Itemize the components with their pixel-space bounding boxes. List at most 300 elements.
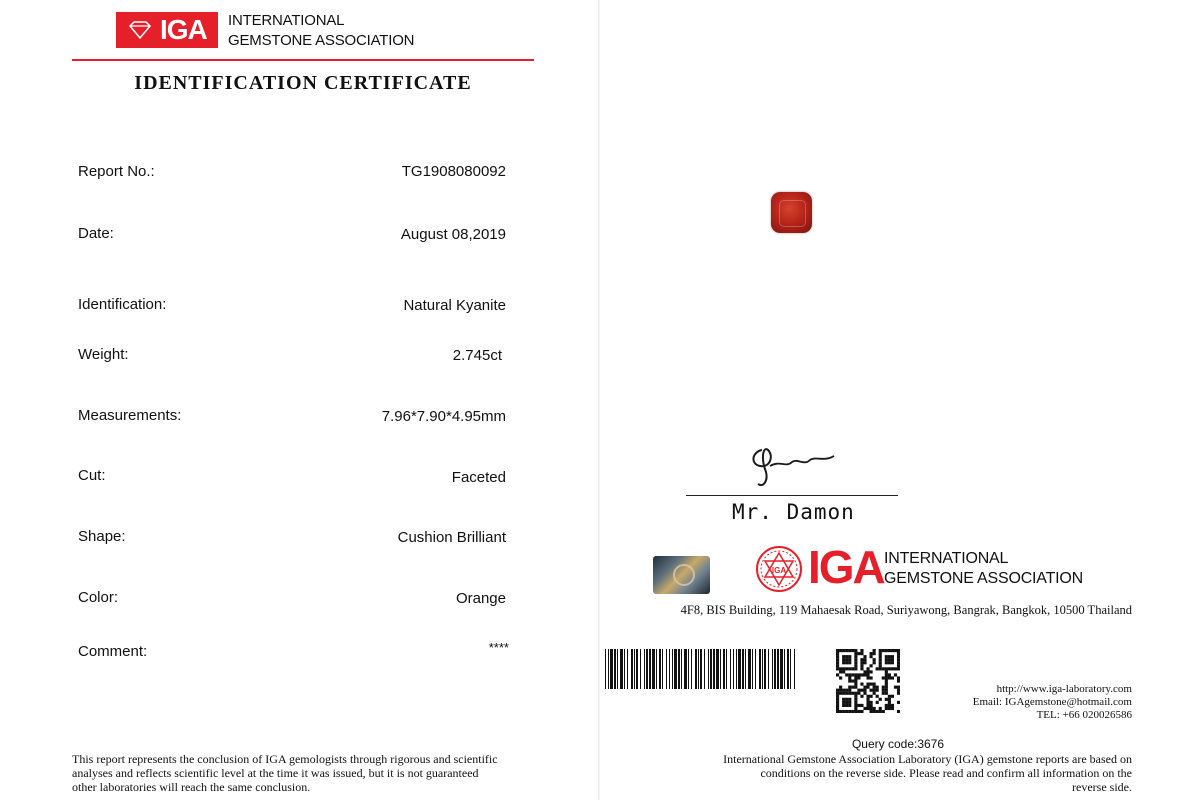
barcode-bar [742, 649, 744, 689]
qr-module [860, 664, 863, 667]
qr-module [888, 698, 891, 701]
qr-module [888, 704, 891, 707]
field-label-report-no: Report No.: [78, 163, 155, 180]
barcode-bar [605, 649, 606, 689]
qr-module [845, 655, 848, 658]
field-label-color: Color: [78, 589, 119, 606]
barcode-bar [627, 649, 628, 689]
barcode-bar [780, 649, 783, 689]
qr-module [891, 707, 894, 710]
barcode-bar [684, 649, 687, 689]
qr-module [860, 667, 863, 670]
reverse-side-note [660, 752, 1132, 794]
qr-module [857, 692, 860, 695]
qr-module [879, 664, 882, 667]
qr-module [860, 661, 863, 664]
qr-module [836, 667, 839, 670]
qr-module [854, 701, 857, 704]
disclaimer [72, 752, 552, 794]
qr-module [866, 707, 869, 710]
barcode-bar [634, 649, 635, 689]
qr-module [848, 689, 851, 692]
qr-module [873, 649, 876, 652]
qr-module [854, 683, 857, 686]
qr-module [888, 649, 891, 652]
qr-module [848, 692, 851, 695]
qr-module [860, 689, 863, 692]
barcode-bar [710, 649, 712, 689]
lab-address: 4F8, BIS Building, 119 Mahaesak Road, Suriyawong, Bangrak, Bangkok, 10500 Thailand [680, 603, 1132, 617]
barcode-bar [759, 649, 761, 689]
barcode-bar [726, 649, 727, 689]
qr-module [848, 701, 851, 704]
qr-module [879, 698, 882, 701]
qr-module [876, 686, 879, 689]
qr-module [854, 686, 857, 689]
qr-module [870, 695, 873, 698]
qr-module [854, 679, 857, 682]
gemstone-photo [771, 192, 812, 233]
barcode-bar [640, 649, 641, 689]
barcode-bar [774, 649, 776, 689]
qr-module [888, 701, 891, 704]
qr-module [894, 673, 897, 676]
phone-number: TEL: +66 020026586 [1036, 709, 1132, 721]
qr-module [897, 649, 900, 652]
barcode-bar [704, 649, 705, 689]
qr-module [863, 661, 866, 664]
qr-code [836, 649, 900, 713]
qr-module [845, 710, 848, 713]
qr-module [888, 707, 891, 710]
qr-module [845, 673, 848, 676]
qr-module [873, 692, 876, 695]
note-line: International Gemstone Association Laboratory (IGA) gemstone reports are based on [723, 752, 1132, 766]
barcode-bar [649, 649, 651, 689]
qr-module [891, 661, 894, 664]
note-line: reverse side. [1072, 780, 1132, 794]
barcode-bar [762, 649, 763, 689]
qr-module [854, 661, 857, 664]
qr-module [885, 704, 888, 707]
qr-module [860, 652, 863, 655]
logo-line2: GEMSTONE ASSOCIATION [228, 32, 415, 49]
qr-module [888, 695, 891, 698]
qr-module [842, 698, 845, 701]
qr-module [870, 655, 873, 658]
qr-module [879, 658, 882, 661]
qr-module [857, 673, 860, 676]
disclaimer-line: other laboratories will reach the same conclusion. [72, 780, 311, 794]
qr-module [863, 689, 866, 692]
qr-module [888, 676, 891, 679]
qr-module [863, 673, 866, 676]
barcode-bar [738, 649, 741, 689]
qr-module [854, 652, 857, 655]
qr-module [839, 692, 842, 695]
qr-module [891, 667, 894, 670]
barcode-bar [733, 649, 734, 689]
qr-module [836, 661, 839, 664]
qr-module [845, 658, 848, 661]
qr-module [842, 661, 845, 664]
qr-module [836, 658, 839, 661]
qr-module [885, 649, 888, 652]
qr-module [842, 701, 845, 704]
barcode-bar [764, 649, 766, 689]
barcode-bar [713, 649, 715, 689]
qr-module [839, 686, 842, 689]
qr-module [848, 686, 851, 689]
qr-module [870, 652, 873, 655]
qr-module [866, 695, 869, 698]
qr-module [894, 649, 897, 652]
qr-module [839, 710, 842, 713]
qr-module [854, 655, 857, 658]
barcode-bar [674, 649, 677, 689]
qr-module [842, 689, 845, 692]
barcode-bar [644, 649, 645, 689]
qr-module [879, 667, 882, 670]
qr-module [845, 701, 848, 704]
qr-module [848, 667, 851, 670]
logo-line1: INTERNATIONAL [228, 12, 345, 29]
qr-module [851, 710, 854, 713]
qr-module [854, 673, 857, 676]
qr-module [863, 670, 866, 673]
qr-module [845, 692, 848, 695]
qr-module [888, 655, 891, 658]
disclaimer-line: This report represents the conclusion of IGA gemologists through rigorous and scientific [72, 752, 498, 766]
qr-module [842, 704, 845, 707]
qr-module [857, 689, 860, 692]
barcode-bar [700, 649, 702, 689]
qr-module [854, 692, 857, 695]
qr-module [854, 649, 857, 652]
barcode-bar [656, 649, 657, 689]
barcode-bar [688, 649, 689, 689]
qr-module [854, 667, 857, 670]
barcode-bar [669, 649, 670, 689]
qr-module [860, 704, 863, 707]
contact-block [900, 683, 1132, 722]
logo-line2-right: GEMSTONE ASSOCIATION [884, 570, 1084, 587]
barcode-bar [772, 649, 773, 689]
qr-module [848, 661, 851, 664]
qr-module [851, 686, 854, 689]
qr-module [885, 670, 888, 673]
query-code: Query code:3676 [851, 737, 945, 751]
page-fold [598, 0, 600, 800]
qr-module [885, 683, 888, 686]
qr-module [866, 698, 869, 701]
qr-module [836, 704, 839, 707]
field-value-shape: Cushion Brilliant [397, 529, 506, 546]
qr-module [842, 710, 845, 713]
qr-module [854, 704, 857, 707]
qr-module [870, 689, 873, 692]
qr-module [866, 686, 869, 689]
qr-module [897, 667, 900, 670]
qr-module [854, 676, 857, 679]
qr-module [848, 676, 851, 679]
qr-module [876, 710, 879, 713]
qr-module [873, 686, 876, 689]
qr-module [894, 667, 897, 670]
qr-module [836, 707, 839, 710]
qr-module [839, 676, 842, 679]
seal-text: IGA [771, 566, 787, 575]
qr-module [879, 655, 882, 658]
signature [740, 438, 840, 490]
qr-module [836, 689, 839, 692]
qr-module [870, 683, 873, 686]
email-link[interactable]: Email: IGAgemstone@hotmail.com [972, 696, 1132, 708]
qr-module [860, 710, 863, 713]
qr-module [848, 710, 851, 713]
qr-module [851, 673, 854, 676]
qr-module [842, 667, 845, 670]
qr-module [842, 655, 845, 658]
qr-module [882, 710, 885, 713]
qr-module [848, 649, 851, 652]
qr-module [863, 686, 866, 689]
qr-module [866, 704, 869, 707]
hologram-sticker [653, 556, 710, 594]
qr-module [845, 704, 848, 707]
qr-module [845, 689, 848, 692]
barcode-bar [790, 649, 791, 689]
qr-module [836, 673, 839, 676]
qr-module [860, 683, 863, 686]
barcode-bar [620, 649, 623, 689]
field-value-color: Orange [455, 590, 506, 607]
qr-module [888, 661, 891, 664]
note-line: conditions on the reverse side. Please read and confirm all information on the [760, 766, 1132, 780]
qr-module [848, 655, 851, 658]
field-label-identification: Identification: [78, 296, 167, 313]
qr-module [873, 658, 876, 661]
qr-module [839, 667, 842, 670]
barcode-bar [736, 649, 737, 689]
barcode-bar [659, 649, 661, 689]
qr-module [885, 655, 888, 658]
qr-module [876, 689, 879, 692]
iga-seal-icon [755, 545, 803, 593]
qr-module [851, 649, 854, 652]
qr-module [885, 679, 888, 682]
qr-module [897, 661, 900, 664]
barcode-bar [720, 649, 721, 689]
qr-module [836, 695, 839, 698]
barcode-bar [624, 649, 625, 689]
qr-module [860, 649, 863, 652]
qr-module [873, 661, 876, 664]
qr-module [897, 655, 900, 658]
qr-module [836, 701, 839, 704]
barcode-bar [678, 649, 680, 689]
field-value-measurements: 7.96*7.90*4.95mm [381, 408, 506, 425]
qr-module [882, 649, 885, 652]
barcode-bar [617, 649, 618, 689]
qr-module [870, 676, 873, 679]
field-label-cut: Cut: [78, 467, 106, 484]
qr-module [870, 704, 873, 707]
qr-module [873, 683, 876, 686]
qr-module [891, 655, 894, 658]
qr-module [848, 673, 851, 676]
barcode-bar [745, 649, 746, 689]
barcode-bar [631, 649, 633, 689]
barcode-bar [752, 649, 753, 689]
qr-module [845, 667, 848, 670]
qr-module [854, 658, 857, 661]
barcode-bar [636, 649, 638, 689]
qr-module [857, 676, 860, 679]
field-value-identification: Natural Kyanite [403, 297, 506, 314]
qr-module [845, 649, 848, 652]
barcode-bar [698, 649, 699, 689]
qr-module [876, 701, 879, 704]
qr-module [857, 710, 860, 713]
barcode-bar [695, 649, 697, 689]
barcode-bar [662, 649, 663, 689]
barcode-bar [784, 649, 785, 689]
qr-module [860, 673, 863, 676]
qr-module [897, 676, 900, 679]
qr-module [839, 670, 842, 673]
barcode-bar [691, 649, 692, 689]
qr-module [851, 679, 854, 682]
qr-module [836, 692, 839, 695]
barcode-bar [608, 649, 609, 689]
qr-module [836, 649, 839, 652]
qr-module [885, 658, 888, 661]
qr-module [885, 692, 888, 695]
qr-module [894, 686, 897, 689]
qr-module [885, 661, 888, 664]
signature-line [686, 495, 898, 496]
barcode-bar [755, 649, 756, 689]
qr-module [842, 658, 845, 661]
qr-module [851, 692, 854, 695]
field-value-report-no: TG1908080092 [401, 163, 506, 180]
barcode-bar [716, 649, 719, 689]
qr-module [863, 658, 866, 661]
field-value-weight: 2.745ct [452, 347, 502, 364]
field-label-measurements: Measurements: [78, 407, 182, 424]
qr-module [839, 689, 842, 692]
qr-module [870, 701, 873, 704]
qr-module [836, 655, 839, 658]
certificate-title: IDENTIFICATION CERTIFICATE [134, 72, 472, 94]
qr-module [836, 698, 839, 701]
iga-logo-mark [116, 12, 218, 48]
qr-module [891, 695, 894, 698]
qr-module [857, 652, 860, 655]
barcode [605, 649, 797, 689]
qr-module [854, 710, 857, 713]
qr-module [857, 704, 860, 707]
qr-module [885, 686, 888, 689]
qr-module [842, 692, 845, 695]
logo-line1-right: INTERNATIONAL [884, 550, 1009, 567]
qr-module [848, 698, 851, 701]
barcode-bar [646, 649, 648, 689]
qr-module [836, 664, 839, 667]
qr-module [860, 658, 863, 661]
qr-module [866, 683, 869, 686]
qr-module [860, 695, 863, 698]
qr-module [882, 686, 885, 689]
qr-module [839, 649, 842, 652]
barcode-bar [787, 649, 789, 689]
qr-module [885, 667, 888, 670]
header-rule [72, 59, 534, 61]
qr-module [891, 658, 894, 661]
qr-module [836, 710, 839, 713]
qr-module [873, 710, 876, 713]
qr-module [891, 704, 894, 707]
qr-module [848, 679, 851, 682]
qr-module [873, 689, 876, 692]
field-label-comment: Comment: [78, 643, 148, 660]
qr-module [851, 667, 854, 670]
logo-mark-text: IGA [160, 14, 207, 45]
qr-module [888, 667, 891, 670]
qr-module [891, 676, 894, 679]
qr-module [882, 676, 885, 679]
website-link[interactable]: http://www.iga-laboratory.com [996, 683, 1132, 695]
qr-module [836, 652, 839, 655]
qr-module [854, 698, 857, 701]
qr-module [876, 667, 879, 670]
barcode-bar [681, 649, 682, 689]
qr-module [885, 698, 888, 701]
barcode-bar [730, 649, 731, 689]
barcode-bar [708, 649, 709, 689]
qr-module [854, 707, 857, 710]
barcode-bar [614, 649, 616, 689]
barcode-bar [723, 649, 725, 689]
qr-module [870, 670, 873, 673]
barcode-bar [748, 649, 751, 689]
qr-module [879, 707, 882, 710]
field-value-date: August 08,2019 [400, 226, 506, 243]
disclaimer-line: analyses and reflects scientific level at the time it was issued, but it is not guaranteed [72, 766, 479, 780]
diamond-icon [126, 20, 154, 40]
barcode-bar [652, 649, 655, 689]
qr-module [854, 664, 857, 667]
barcode-bar [610, 649, 613, 689]
barcode-bar [672, 649, 673, 689]
iga-logo-red-text: IGA [808, 541, 884, 593]
qr-module [885, 673, 888, 676]
qr-module [873, 707, 876, 710]
qr-module [854, 695, 857, 698]
signer-name: Mr. Damon [732, 500, 855, 524]
barcode-bar [666, 649, 667, 689]
qr-module [863, 692, 866, 695]
qr-module [866, 673, 869, 676]
barcode-bar [794, 649, 795, 689]
barcode-bar [777, 649, 779, 689]
barcode-bar [768, 649, 769, 689]
qr-module [897, 652, 900, 655]
qr-module [863, 655, 866, 658]
qr-module [885, 676, 888, 679]
qr-module [879, 652, 882, 655]
